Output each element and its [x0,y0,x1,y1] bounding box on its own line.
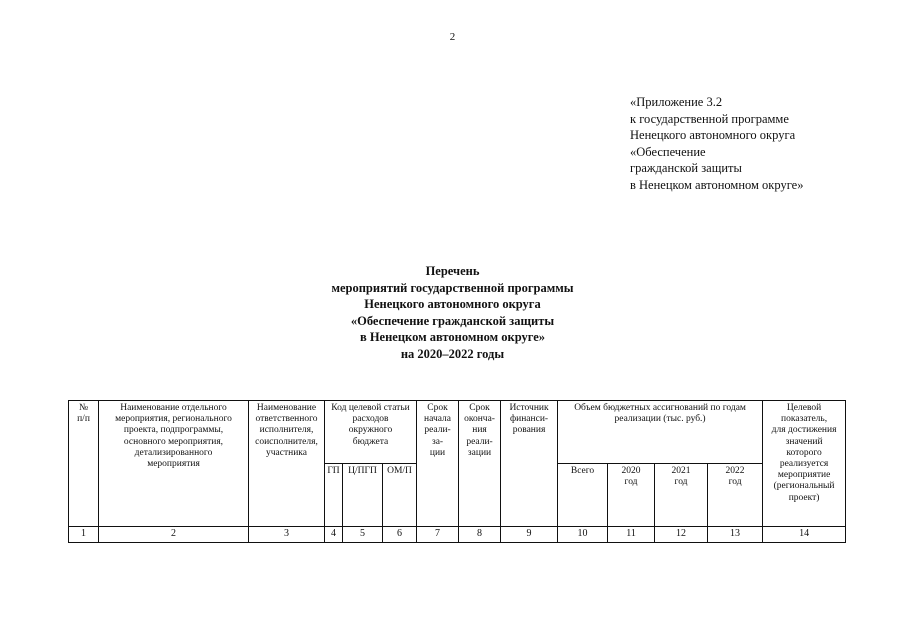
column-number: 2 [99,527,249,543]
column-number: 13 [708,527,763,543]
header-budget-code: Код целевой статьи расходов окружного бюджета [325,401,417,464]
subheader-2020: 2020 год [608,464,655,527]
header-executor: Наименование ответственного исполнителя, соисполнителя, участника [249,401,325,527]
header-name: Наименование отдельного мероприятия, регионального проекта, подпрограммы, основного мероприятия, детализированного мероприятия [99,401,249,527]
document-title [0,263,905,363]
header-indicator: Целевой показатель, для достижения значений которого реализуется мероприятие (региональный проект) [763,401,846,527]
subheader-cpgp: Ц/ПГП [343,464,383,527]
subheader-ompp: ОМ/П [383,464,417,527]
appendix-line: Ненецкого автономного округа [630,128,796,143]
header-source: Источник финанси- рования [501,401,558,527]
appendix-heading [630,94,803,194]
title-line: «Обеспечение гражданской защиты [350,313,555,328]
column-number: 9 [501,527,558,543]
appendix-line: гражданской защиты [630,161,742,176]
header-volume: Объем бюджетных ассигнований по годам реализации (тыс. руб.) [558,401,763,464]
column-number: 4 [325,527,343,543]
title-line: Ненецкого автономного округа [364,297,541,312]
subheader-2022: 2022 год [708,464,763,527]
column-number: 7 [417,527,459,543]
title-line: в Ненецком автономном округе» [359,330,546,345]
title-line: мероприятий государственной программы [331,280,574,295]
appendix-line: «Обеспечение [630,144,706,159]
column-number: 5 [343,527,383,543]
column-number: 6 [383,527,417,543]
subheader-total: Всего [558,464,608,527]
column-number: 8 [459,527,501,543]
header-start: Срок начала реали- за- ции [417,401,459,527]
column-number: 11 [608,527,655,543]
column-number: 10 [558,527,608,543]
header-row [69,401,846,464]
subheader-gp: ГП [325,464,343,527]
column-number: 12 [655,527,708,543]
header-no: № п/п [69,401,99,527]
title-line: на 2020–2022 годы [400,346,505,361]
subheader-2021: 2021 год [655,464,708,527]
appendix-line: в Ненецком автономном округе» [630,177,804,192]
column-number-row [69,527,846,543]
title-line: Перечень [425,264,480,278]
header-end: Срок оконча- ния реали- зации [459,401,501,527]
appendix-line: «Приложение 3.2 [630,95,723,109]
page-number: 2 [449,31,456,43]
column-number: 14 [763,527,846,543]
appendix-line: к государственной программе [630,111,789,126]
activities-table [68,400,846,543]
column-number: 3 [249,527,325,543]
column-number: 1 [69,527,99,543]
